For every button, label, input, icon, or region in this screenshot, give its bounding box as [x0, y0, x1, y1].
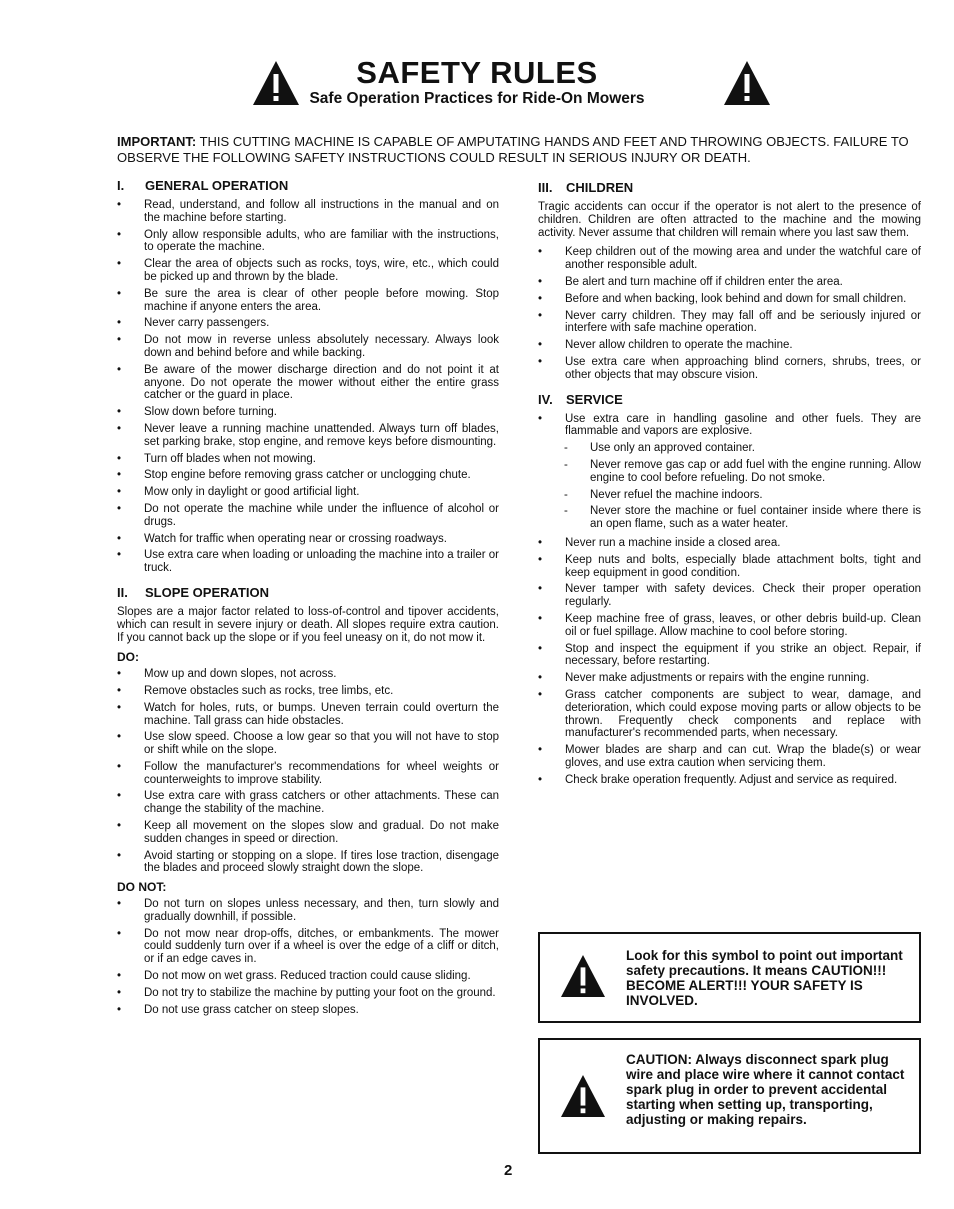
list-item: • Be sure the area is clear of other people before mowing. Stop machine if anyone enters the area.	[117, 288, 499, 314]
left-column	[117, 178, 499, 1026]
list-item: • Watch for traffic when operating near or crossing roadways.	[117, 533, 499, 546]
list-item: • Keep nuts and bolts, especially blade attachment bolts, tight and keep equipment in good condition.	[538, 554, 921, 580]
list-item: • Never run a machine inside a closed area.	[538, 537, 921, 550]
list-item: • Do not turn on slopes unless necessary, and then, turn slowly and gradually downhill, if possible.	[117, 898, 499, 924]
section-service	[538, 392, 921, 787]
list-item: • Use extra care in handling gasoline and other fuels. They are flammable and vapors are explosive.	[538, 413, 921, 439]
list-item: • Be aware of the mower discharge direction and do not point it at anyone. Do not operate the mower without either the entire grass catcher or the guard in place.	[117, 364, 499, 402]
list-item: • Never leave a running machine unattended. Always turn off blades, set parking brake, stop engine, and remove keys before dismounting.	[117, 423, 499, 449]
list-item: • Do not try to stabilize the machine by putting your foot on the ground.	[117, 987, 499, 1000]
page-subtitle: Safe Operation Practices for Ride-On Mowers	[309, 90, 645, 107]
list-item: • Keep children out of the mowing area and under the watchful care of another responsible adult.	[538, 246, 921, 272]
list-item: - Never remove gas cap or add fuel with the engine running. Allow engine to cool before refueling. Do not smoke.	[538, 459, 921, 485]
warning-triangle-icon	[560, 1074, 606, 1118]
list-item: • Do not operate the machine while under the influence of alcohol or drugs.	[117, 503, 499, 529]
children-list	[538, 246, 921, 381]
list-item: • Watch for holes, ruts, or bumps. Uneven terrain could overturn the machine. Tall grass can hide obstacles.	[117, 702, 499, 728]
children-intro: Tragic accidents can occur if the operator is not alert to the presence of children. Children are often attracted to the machine and the mowing activity. Never assume that children will remain where you last saw them.	[538, 201, 921, 239]
do-label: DO:	[117, 650, 139, 665]
list-item: • Clear the area of objects such as rocks, toys, wire, etc., which could be picked up and thrown by the blade.	[117, 258, 499, 284]
important-label: IMPORTANT:	[117, 134, 197, 149]
list-item: • Do not mow near drop-offs, ditches, or embankments. The mower could suddenly turn over if a wheel is over the edge of a cliff or ditch, or if an edge caves in.	[117, 928, 499, 966]
list-item: • Use extra care with grass catchers or other attachments. These can change the stability of the machine.	[117, 790, 499, 816]
list-item: • Never carry children. They may fall off and be seriously injured or interfere with safe machine operation.	[538, 310, 921, 336]
list-item: • Do not use grass catcher on steep slopes.	[117, 1004, 499, 1017]
list-item: - Never refuel the machine indoors.	[538, 489, 921, 502]
list-item: • Grass catcher components are subject to wear, damage, and deterioration, which could expose moving parts or allow objects to be thrown. Frequently check components and replace with manufacturer's recommended parts, when necessary.	[538, 689, 921, 740]
safety-symbol-notice-box	[538, 932, 921, 1023]
list-item: • Turn off blades when not mowing.	[117, 453, 499, 466]
notice-text: Look for this symbol to point out important safety precautions. It means CAUTION!!! BECOME ALERT!!! YOUR SAFETY IS INVOLVED.	[626, 948, 903, 1008]
list-item: • Never tamper with safety devices. Check their proper operation regularly.	[538, 583, 921, 609]
list-item: - Use only an approved container.	[538, 442, 921, 455]
list-item: • Stop engine before removing grass catcher or unclogging chute.	[117, 469, 499, 482]
list-item: • Keep machine free of grass, leaves, or other debris build-up. Clean oil or fuel spillage. Allow machine to cool before storing.	[538, 613, 921, 639]
section-heading: II. SLOPE OPERATION	[117, 584, 269, 600]
slope-intro: Slopes are a major factor related to loss-of-control and tipover accidents, which can result in severe injury or death. All slopes require extra caution. If you cannot back up the slope or if you feel uneasy on it, do not mow it.	[117, 605, 499, 644]
important-text: THIS CUTTING MACHINE IS CAPABLE OF AMPUTATING HANDS AND FEET AND THROWING OBJECTS. FAILURE TO OBSERVE THE FOLLOWING SAFETY INSTRUCTIONS COULD RESULT IN SERIOUS INJURY OR DEATH.	[117, 134, 909, 165]
section-children	[538, 180, 921, 382]
list-item: • Use extra care when approaching blind corners, shrubs, trees, or other objects that may obscure vision.	[538, 356, 921, 382]
list-item: • Use slow speed. Choose a low gear so that you will not have to stop or shift while on the slope.	[117, 731, 499, 757]
section-heading: I. GENERAL OPERATION	[117, 178, 289, 193]
section-slope-operation	[117, 585, 499, 1017]
list-item: • Be alert and turn machine off if children enter the area.	[538, 276, 921, 289]
list-item: • Never carry passengers.	[117, 317, 499, 330]
service-fuel-sublist	[538, 442, 921, 531]
section-heading: III. CHILDREN	[538, 180, 634, 195]
list-item: • Read, understand, and follow all instructions in the manual and on the machine before starting.	[117, 199, 499, 225]
list-item: • Keep all movement on the slopes slow and gradual. Do not make sudden changes in speed or direction.	[117, 820, 499, 846]
service-list	[538, 537, 921, 787]
page-title: SAFETY RULES	[356, 55, 598, 90]
do-not-label: DO NOT:	[117, 880, 167, 895]
list-item: • Never make adjustments or repairs with the engine running.	[538, 672, 921, 685]
caution-text: CAUTION: Always disconnect spark plug wire and place wire where it cannot contact spark plug in order to prevent accidental starting when setting up, transporting, adjusting or making repairs.	[626, 1052, 905, 1127]
right-column	[538, 180, 921, 796]
list-item: • Never allow children to operate the machine.	[538, 339, 921, 352]
caution-box	[538, 1038, 921, 1154]
list-item: • Slow down before turning.	[117, 406, 499, 419]
list-item: • Mow up and down slopes, not across.	[117, 668, 499, 681]
list-item: • Mow only in daylight or good artificial light.	[117, 486, 499, 499]
list-item: • Before and when backing, look behind and down for small children.	[538, 293, 921, 306]
general-operation-list	[117, 199, 499, 575]
list-item: • Mower blades are sharp and can cut. Wrap the blade(s) or wear gloves, and use extra caution when servicing them.	[538, 744, 921, 770]
list-item: • Stop and inspect the equipment if you strike an object. Repair, if necessary, before restarting.	[538, 643, 921, 669]
page-number: 2	[504, 1162, 513, 1179]
list-item: - Never store the machine or fuel container inside where there is an open flame, such as a water heater.	[538, 505, 921, 531]
list-item: • Only allow responsible adults, who are familiar with the instructions, to operate the machine.	[117, 229, 499, 255]
list-item: • Do not mow in reverse unless absolutely necessary. Always look down and behind before and while backing.	[117, 334, 499, 360]
important-notice	[117, 134, 925, 166]
section-heading: IV. SERVICE	[538, 391, 623, 407]
slope-do-not-list	[117, 898, 499, 1016]
list-item: • Remove obstacles such as rocks, tree limbs, etc.	[117, 685, 499, 698]
list-item: • Avoid starting or stopping on a slope. If tires lose traction, disengage the blades and proceed slowly straight down the slope.	[117, 850, 499, 876]
list-item: • Follow the manufacturer's recommendations for wheel weights or counterweights to improve stability.	[117, 761, 499, 787]
service-fuel-list	[538, 413, 921, 439]
list-item: • Use extra care when loading or unloading the machine into a trailer or truck.	[117, 549, 499, 575]
warning-triangle-icon	[560, 954, 606, 998]
section-general-operation	[117, 178, 499, 575]
list-item: • Do not mow on wet grass. Reduced traction could cause sliding.	[117, 970, 499, 983]
slope-do-list	[117, 668, 499, 875]
list-item: • Check brake operation frequently. Adjust and service as required.	[538, 774, 921, 787]
